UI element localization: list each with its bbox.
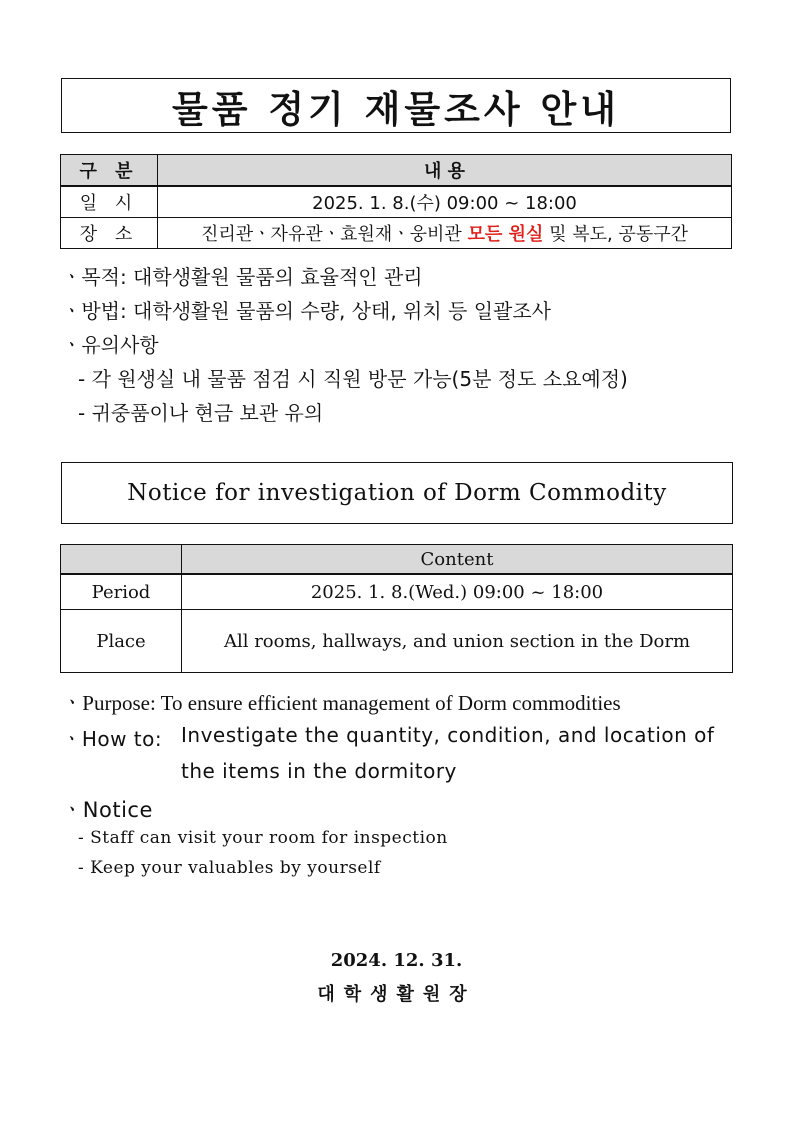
location-value-highlight: 모든 원실: [467, 224, 544, 245]
english-title: Notice for investigation of Dorm Commodity: [61, 462, 733, 524]
table-header-row: [61, 155, 732, 187]
english-notice-item: - Keep your valuables by yourself: [78, 858, 381, 878]
issuer-name: 대학생활원장: [317, 984, 476, 1005]
header-category: 구 분: [61, 155, 158, 187]
header-content: 내 용: [158, 155, 732, 187]
english-purpose: ㆍPurpose: To ensure efficient management of Dorm commodities: [62, 691, 621, 715]
period-value: 2025. 1. 8.(Wed.) 09:00 ~ 18:00: [182, 574, 733, 610]
header-content: Content: [182, 545, 733, 575]
datetime-value: 2025. 1. 8.(수) 09:00 ~ 18:00: [158, 186, 732, 218]
period-label: Period: [61, 574, 182, 610]
table-row-datetime: [61, 186, 732, 218]
english-notice-title: ㆍNotice: [62, 798, 153, 822]
korean-note-item: - 귀중품이나 현금 보관 유의: [78, 401, 324, 425]
location-value-post: 및 복도, 공동구간: [543, 224, 688, 245]
korean-notes-title: ㆍ유의사항: [62, 333, 159, 357]
english-howto-label: ㆍHow to:: [62, 727, 163, 751]
datetime-label: 일 시: [61, 186, 158, 218]
table-row-location: [61, 218, 732, 249]
location-value-pre: 진리관ㆍ자유관ㆍ효원재ㆍ웅비관: [201, 224, 468, 245]
table-row-period: [61, 574, 733, 610]
location-label: 장 소: [61, 218, 158, 249]
english-howto-line1: Investigate the quantity, condition, and location of: [181, 723, 715, 747]
location-value: [158, 218, 732, 249]
english-howto-line2: the items in the dormitory: [181, 759, 457, 783]
header-empty: [61, 545, 182, 575]
korean-info-table: [60, 154, 732, 249]
place-label: Place: [61, 610, 182, 673]
english-notice-item: - Staff can visit your room for inspection: [78, 828, 448, 848]
table-row-place: [61, 610, 733, 673]
place-value: All rooms, hallways, and union section in the Dorm: [182, 610, 733, 673]
korean-method: ㆍ방법: 대학생활원 물품의 수량, 상태, 위치 등 일괄조사: [62, 299, 551, 323]
korean-note-item: - 각 원생실 내 물품 점검 시 직원 방문 가능(5분 정도 소요예정): [78, 367, 628, 391]
issue-date: 2024. 12. 31.: [330, 950, 463, 971]
korean-title: 물품 정기 재물조사 안내: [61, 78, 731, 133]
table-header-row: [61, 545, 733, 575]
english-info-table: [60, 544, 733, 673]
korean-purpose: ㆍ목적: 대학생활원 물품의 효율적인 관리: [62, 265, 423, 289]
